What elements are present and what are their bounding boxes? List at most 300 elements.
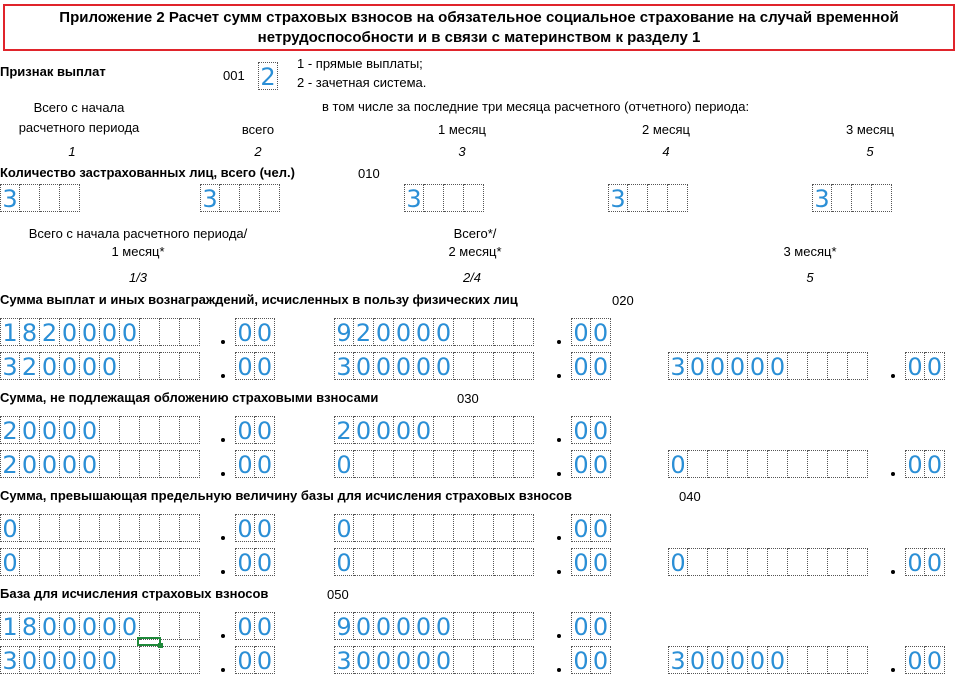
section-020-m1-kop-digit-cell[interactable]: 0 xyxy=(255,352,275,380)
section-030-m2-rub-digit-cell[interactable] xyxy=(414,450,434,478)
section-040-all-rub[interactable] xyxy=(334,514,534,542)
section-030-m3-rub-digit-cell[interactable] xyxy=(708,450,728,478)
section-020-m1-rub-digit-cell[interactable]: 0 xyxy=(100,352,120,380)
section-050-m1-kop-digit-cell[interactable]: 0 xyxy=(235,646,255,674)
section-020-m3-kop-digit-cell[interactable]: 0 xyxy=(905,352,925,380)
section-030-m1-rub-digit-cell[interactable] xyxy=(120,450,140,478)
section-050-m2-rub-digit-cell[interactable]: 0 xyxy=(394,646,414,674)
section-030-m1-rub-digit-cell[interactable] xyxy=(140,450,160,478)
section-050-m3-rub-digit-cell[interactable] xyxy=(788,646,808,674)
section-030-all-rub-digit-cell[interactable]: 0 xyxy=(394,416,414,444)
section-050-m3-rub[interactable] xyxy=(668,646,868,674)
insured-count-col5-digit-cell[interactable] xyxy=(852,184,872,212)
section-050-m1-rub[interactable] xyxy=(0,646,200,674)
section-030-m2-rub-digit-cell[interactable]: 0 xyxy=(334,450,354,478)
section-030-all-rub-digit-cell[interactable]: 0 xyxy=(414,416,434,444)
section-040-m2-rub-digit-cell[interactable] xyxy=(494,548,514,576)
section-030-total-rub-digit-cell[interactable]: 2 xyxy=(0,416,20,444)
insured-count-col1-digit-cell[interactable] xyxy=(60,184,80,212)
section-050-m3-rub-digit-cell[interactable]: 0 xyxy=(768,646,788,674)
section-030-all-rub-digit-cell[interactable] xyxy=(454,416,474,444)
section-030-all-rub-digit-cell[interactable] xyxy=(474,416,494,444)
section-020-m1-rub-digit-cell[interactable] xyxy=(160,352,180,380)
section-020-total-rub-digit-cell[interactable] xyxy=(140,318,160,346)
section-050-m1-rub-digit-cell[interactable]: 0 xyxy=(20,646,40,674)
section-040-m2-rub-digit-cell[interactable] xyxy=(454,548,474,576)
section-020-m1-kop-digit-cell[interactable]: 0 xyxy=(235,352,255,380)
section-030-all-rub-digit-cell[interactable]: 0 xyxy=(354,416,374,444)
section-030-total-rub-digit-cell[interactable] xyxy=(120,416,140,444)
section-050-all-rub-digit-cell[interactable]: 0 xyxy=(374,612,394,640)
section-030-m1-rub[interactable] xyxy=(0,450,200,478)
section-020-m2-rub-digit-cell[interactable]: 3 xyxy=(334,352,354,380)
section-020-all-rub-digit-cell[interactable] xyxy=(454,318,474,346)
section-040-all-rub-digit-cell[interactable]: 0 xyxy=(334,514,354,542)
section-030-m1-rub-digit-cell[interactable]: 2 xyxy=(0,450,20,478)
section-020-m1-rub-digit-cell[interactable]: 2 xyxy=(20,352,40,380)
insured-count-col1-digit-cell[interactable] xyxy=(20,184,40,212)
section-040-all-rub-digit-cell[interactable] xyxy=(434,514,454,542)
section-020-m3-rub-digit-cell[interactable] xyxy=(788,352,808,380)
section-040-m3-rub-digit-cell[interactable]: 0 xyxy=(668,548,688,576)
section-040-m3-rub-digit-cell[interactable] xyxy=(708,548,728,576)
insured-count-col4[interactable] xyxy=(608,184,688,212)
section-040-m2-rub-digit-cell[interactable] xyxy=(354,548,374,576)
section-020-m2-rub-digit-cell[interactable]: 0 xyxy=(374,352,394,380)
section-040-total-kop-digit-cell[interactable]: 0 xyxy=(255,514,275,542)
section-030-m3-rub-digit-cell[interactable] xyxy=(748,450,768,478)
section-020-m2-kop[interactable] xyxy=(571,352,611,380)
section-050-m2-rub-digit-cell[interactable] xyxy=(454,646,474,674)
section-030-m1-rub-digit-cell[interactable]: 0 xyxy=(60,450,80,478)
section-050-total-rub-digit-cell[interactable]: 1 xyxy=(0,612,20,640)
section-020-total-rub-digit-cell[interactable]: 0 xyxy=(100,318,120,346)
section-020-all-rub-digit-cell[interactable]: 0 xyxy=(414,318,434,346)
section-050-total-rub-digit-cell[interactable] xyxy=(140,612,160,640)
section-030-total-rub-digit-cell[interactable]: 0 xyxy=(60,416,80,444)
section-040-all-kop-digit-cell[interactable]: 0 xyxy=(591,514,611,542)
section-020-m1-rub-digit-cell[interactable] xyxy=(180,352,200,380)
insured-count-col1-digit-cell[interactable] xyxy=(40,184,60,212)
section-030-m2-rub-digit-cell[interactable] xyxy=(354,450,374,478)
section-030-m1-rub-digit-cell[interactable]: 0 xyxy=(20,450,40,478)
section-020-all-rub-digit-cell[interactable]: 2 xyxy=(354,318,374,346)
section-030-m3-rub-digit-cell[interactable] xyxy=(848,450,868,478)
section-020-all-rub-digit-cell[interactable]: 0 xyxy=(434,318,454,346)
section-020-m3-rub-digit-cell[interactable] xyxy=(828,352,848,380)
section-040-all-rub-digit-cell[interactable] xyxy=(374,514,394,542)
section-030-m2-rub-digit-cell[interactable] xyxy=(454,450,474,478)
section-040-m1-rub-digit-cell[interactable] xyxy=(100,548,120,576)
insured-count-col5[interactable] xyxy=(812,184,892,212)
section-040-all-rub-digit-cell[interactable] xyxy=(514,514,534,542)
section-020-all-rub-digit-cell[interactable]: 9 xyxy=(334,318,354,346)
section-040-total-rub-digit-cell[interactable] xyxy=(80,514,100,542)
section-020-m3-rub-digit-cell[interactable]: 0 xyxy=(748,352,768,380)
section-020-m3-kop-digit-cell[interactable]: 0 xyxy=(925,352,945,380)
section-050-m3-rub-digit-cell[interactable]: 3 xyxy=(668,646,688,674)
section-030-total-rub-digit-cell[interactable] xyxy=(140,416,160,444)
section-040-m2-rub-digit-cell[interactable] xyxy=(434,548,454,576)
section-040-all-rub-digit-cell[interactable] xyxy=(354,514,374,542)
section-020-total-rub-digit-cell[interactable]: 1 xyxy=(0,318,20,346)
section-020-m1-rub-digit-cell[interactable] xyxy=(120,352,140,380)
section-040-all-rub-digit-cell[interactable] xyxy=(494,514,514,542)
section-050-total-rub-digit-cell[interactable]: 0 xyxy=(60,612,80,640)
section-030-m2-rub-digit-cell[interactable] xyxy=(474,450,494,478)
section-030-all-kop-digit-cell[interactable]: 0 xyxy=(571,416,591,444)
section-020-total-kop-digit-cell[interactable]: 0 xyxy=(235,318,255,346)
section-020-total-kop[interactable] xyxy=(235,318,275,346)
section-050-m2-rub-digit-cell[interactable]: 0 xyxy=(374,646,394,674)
section-050-m3-rub-digit-cell[interactable]: 0 xyxy=(688,646,708,674)
section-040-m2-rub-digit-cell[interactable] xyxy=(514,548,534,576)
section-050-all-kop-digit-cell[interactable]: 0 xyxy=(571,612,591,640)
section-050-m2-rub-digit-cell[interactable]: 0 xyxy=(414,646,434,674)
section-030-all-kop-digit-cell[interactable]: 0 xyxy=(591,416,611,444)
section-020-all-rub-digit-cell[interactable] xyxy=(474,318,494,346)
section-040-m2-rub-digit-cell[interactable] xyxy=(374,548,394,576)
insured-count-col2-digit-cell[interactable]: 3 xyxy=(200,184,220,212)
section-020-m1-rub-digit-cell[interactable]: 0 xyxy=(60,352,80,380)
section-040-m3-rub-digit-cell[interactable] xyxy=(768,548,788,576)
section-040-m1-kop-digit-cell[interactable]: 0 xyxy=(255,548,275,576)
section-040-m2-kop-digit-cell[interactable]: 0 xyxy=(571,548,591,576)
section-050-total-kop[interactable] xyxy=(235,612,275,640)
section-020-all-kop-digit-cell[interactable]: 0 xyxy=(571,318,591,346)
section-050-all-rub-digit-cell[interactable] xyxy=(474,612,494,640)
section-050-all-rub-digit-cell[interactable]: 0 xyxy=(434,612,454,640)
section-030-m1-rub-digit-cell[interactable] xyxy=(180,450,200,478)
insured-count-col1[interactable] xyxy=(0,184,80,212)
section-030-m1-rub-digit-cell[interactable] xyxy=(100,450,120,478)
section-050-total-rub-digit-cell[interactable]: 0 xyxy=(80,612,100,640)
section-040-m3-rub-digit-cell[interactable] xyxy=(808,548,828,576)
section-030-total-rub-digit-cell[interactable] xyxy=(160,416,180,444)
section-050-total-rub-digit-cell[interactable]: 0 xyxy=(40,612,60,640)
section-050-m1-rub-digit-cell[interactable]: 0 xyxy=(60,646,80,674)
section-020-total-kop-digit-cell[interactable]: 0 xyxy=(255,318,275,346)
section-030-m3-rub-digit-cell[interactable] xyxy=(688,450,708,478)
section-040-m1-rub-digit-cell[interactable] xyxy=(60,548,80,576)
section-030-all-rub-digit-cell[interactable]: 2 xyxy=(334,416,354,444)
section-050-all-kop-digit-cell[interactable]: 0 xyxy=(591,612,611,640)
section-020-m1-rub[interactable] xyxy=(0,352,200,380)
section-050-m3-kop[interactable] xyxy=(905,646,945,674)
section-040-all-rub-digit-cell[interactable] xyxy=(474,514,494,542)
section-050-m3-kop-digit-cell[interactable]: 0 xyxy=(925,646,945,674)
section-050-m2-rub-digit-cell[interactable] xyxy=(494,646,514,674)
section-040-total-rub-digit-cell[interactable] xyxy=(180,514,200,542)
section-020-m1-rub-digit-cell[interactable] xyxy=(140,352,160,380)
section-040-m2-rub[interactable] xyxy=(334,548,534,576)
section-050-m2-rub-digit-cell[interactable]: 0 xyxy=(434,646,454,674)
section-020-m3-rub-digit-cell[interactable]: 0 xyxy=(688,352,708,380)
section-020-m1-rub-digit-cell[interactable]: 0 xyxy=(80,352,100,380)
section-040-total-rub-digit-cell[interactable] xyxy=(140,514,160,542)
section-020-m3-kop[interactable] xyxy=(905,352,945,380)
section-020-m3-rub[interactable] xyxy=(668,352,868,380)
section-050-all-rub[interactable] xyxy=(334,612,534,640)
section-050-all-rub-digit-cell[interactable] xyxy=(494,612,514,640)
section-040-m3-kop[interactable] xyxy=(905,548,945,576)
section-030-m1-rub-digit-cell[interactable]: 0 xyxy=(80,450,100,478)
section-030-total-rub-digit-cell[interactable] xyxy=(100,416,120,444)
section-040-all-kop[interactable] xyxy=(571,514,611,542)
section-020-total-rub-digit-cell[interactable]: 0 xyxy=(60,318,80,346)
section-040-total-rub-digit-cell[interactable]: 0 xyxy=(0,514,20,542)
section-030-m1-kop[interactable] xyxy=(235,450,275,478)
section-030-m3-kop[interactable] xyxy=(905,450,945,478)
sign-value-cell[interactable]: 2 xyxy=(258,62,278,90)
section-040-m2-rub-digit-cell[interactable] xyxy=(414,548,434,576)
insured-count-col3-digit-cell[interactable]: 3 xyxy=(404,184,424,212)
section-040-m2-kop[interactable] xyxy=(571,548,611,576)
section-030-m1-rub-digit-cell[interactable] xyxy=(160,450,180,478)
section-040-m2-rub-digit-cell[interactable] xyxy=(394,548,414,576)
section-030-total-rub-digit-cell[interactable]: 0 xyxy=(80,416,100,444)
insured-count-col2-digit-cell[interactable] xyxy=(240,184,260,212)
section-040-m3-rub-digit-cell[interactable] xyxy=(788,548,808,576)
section-050-m3-kop-digit-cell[interactable]: 0 xyxy=(905,646,925,674)
insured-count-col3-digit-cell[interactable] xyxy=(424,184,444,212)
insured-count-col2[interactable] xyxy=(200,184,280,212)
section-050-total-rub[interactable] xyxy=(0,612,200,640)
insured-count-col3-digit-cell[interactable] xyxy=(464,184,484,212)
section-050-all-rub-digit-cell[interactable] xyxy=(454,612,474,640)
section-040-total-rub-digit-cell[interactable] xyxy=(20,514,40,542)
section-020-all-kop-digit-cell[interactable]: 0 xyxy=(591,318,611,346)
section-030-total-kop-digit-cell[interactable]: 0 xyxy=(235,416,255,444)
section-050-total-rub-digit-cell[interactable] xyxy=(180,612,200,640)
section-040-m1-rub-digit-cell[interactable] xyxy=(40,548,60,576)
section-020-total-rub[interactable] xyxy=(0,318,200,346)
section-020-total-rub-digit-cell[interactable]: 2 xyxy=(40,318,60,346)
section-040-m2-rub-digit-cell[interactable]: 0 xyxy=(334,548,354,576)
section-040-all-kop-digit-cell[interactable]: 0 xyxy=(571,514,591,542)
insured-count-col4-digit-cell[interactable]: 3 xyxy=(608,184,628,212)
section-050-m1-rub-digit-cell[interactable]: 0 xyxy=(80,646,100,674)
section-020-all-rub-digit-cell[interactable]: 0 xyxy=(394,318,414,346)
section-030-total-kop[interactable] xyxy=(235,416,275,444)
section-050-m1-rub-digit-cell[interactable]: 0 xyxy=(40,646,60,674)
section-020-total-rub-digit-cell[interactable]: 0 xyxy=(80,318,100,346)
section-020-m2-kop-digit-cell[interactable]: 0 xyxy=(591,352,611,380)
section-040-m3-rub-digit-cell[interactable] xyxy=(748,548,768,576)
section-050-m2-kop[interactable] xyxy=(571,646,611,674)
sign-field[interactable] xyxy=(258,62,278,90)
section-040-m1-kop-digit-cell[interactable]: 0 xyxy=(235,548,255,576)
insured-count-col5-digit-cell[interactable]: 3 xyxy=(812,184,832,212)
section-030-all-rub-digit-cell[interactable] xyxy=(514,416,534,444)
section-030-total-rub-digit-cell[interactable]: 0 xyxy=(40,416,60,444)
section-030-m2-rub-digit-cell[interactable] xyxy=(434,450,454,478)
section-020-m3-rub-digit-cell[interactable]: 0 xyxy=(768,352,788,380)
section-050-m3-rub-digit-cell[interactable] xyxy=(848,646,868,674)
section-020-all-rub-digit-cell[interactable] xyxy=(514,318,534,346)
section-030-total-rub-digit-cell[interactable] xyxy=(180,416,200,444)
section-050-all-rub-digit-cell[interactable]: 9 xyxy=(334,612,354,640)
section-040-m3-rub-digit-cell[interactable] xyxy=(728,548,748,576)
section-030-m3-rub-digit-cell[interactable] xyxy=(828,450,848,478)
insured-count-col2-digit-cell[interactable] xyxy=(260,184,280,212)
section-030-m3-rub-digit-cell[interactable] xyxy=(768,450,788,478)
section-040-total-rub[interactable] xyxy=(0,514,200,542)
section-050-all-rub-digit-cell[interactable] xyxy=(514,612,534,640)
section-040-m1-rub-digit-cell[interactable] xyxy=(20,548,40,576)
section-040-total-rub-digit-cell[interactable] xyxy=(160,514,180,542)
section-030-total-kop-digit-cell[interactable]: 0 xyxy=(255,416,275,444)
section-030-m2-kop-digit-cell[interactable]: 0 xyxy=(591,450,611,478)
section-050-m3-rub-digit-cell[interactable]: 0 xyxy=(708,646,728,674)
section-030-m2-rub[interactable] xyxy=(334,450,534,478)
section-050-m3-rub-digit-cell[interactable]: 0 xyxy=(748,646,768,674)
section-040-m1-rub[interactable] xyxy=(0,548,200,576)
insured-count-col4-digit-cell[interactable] xyxy=(648,184,668,212)
section-050-all-kop[interactable] xyxy=(571,612,611,640)
section-040-m3-kop-digit-cell[interactable]: 0 xyxy=(905,548,925,576)
section-030-m2-kop[interactable] xyxy=(571,450,611,478)
section-030-m3-rub-digit-cell[interactable] xyxy=(808,450,828,478)
section-050-m2-kop-digit-cell[interactable]: 0 xyxy=(571,646,591,674)
section-020-m3-rub-digit-cell[interactable]: 3 xyxy=(668,352,688,380)
section-040-m3-rub-digit-cell[interactable] xyxy=(848,548,868,576)
section-040-m1-rub-digit-cell[interactable]: 0 xyxy=(0,548,20,576)
section-020-m2-rub-digit-cell[interactable]: 0 xyxy=(414,352,434,380)
section-050-total-rub-digit-cell[interactable]: 8 xyxy=(20,612,40,640)
section-040-all-rub-digit-cell[interactable] xyxy=(394,514,414,542)
section-040-total-rub-digit-cell[interactable] xyxy=(60,514,80,542)
section-050-m2-rub-digit-cell[interactable]: 3 xyxy=(334,646,354,674)
section-030-total-rub[interactable] xyxy=(0,416,200,444)
section-030-m2-rub-digit-cell[interactable] xyxy=(394,450,414,478)
section-020-all-rub[interactable] xyxy=(334,318,534,346)
section-050-m2-rub-digit-cell[interactable]: 0 xyxy=(354,646,374,674)
section-020-total-rub-digit-cell[interactable] xyxy=(180,318,200,346)
section-050-total-rub-digit-cell[interactable] xyxy=(160,612,180,640)
insured-count-col3-digit-cell[interactable] xyxy=(444,184,464,212)
section-040-m2-rub-digit-cell[interactable] xyxy=(474,548,494,576)
section-030-all-rub[interactable] xyxy=(334,416,534,444)
section-050-m2-kop-digit-cell[interactable]: 0 xyxy=(591,646,611,674)
insured-count-col5-digit-cell[interactable] xyxy=(872,184,892,212)
section-050-m2-rub-digit-cell[interactable] xyxy=(474,646,494,674)
section-030-m1-rub-digit-cell[interactable]: 0 xyxy=(40,450,60,478)
section-050-m1-rub-digit-cell[interactable]: 0 xyxy=(100,646,120,674)
section-030-m3-rub-digit-cell[interactable]: 0 xyxy=(668,450,688,478)
section-040-m1-rub-digit-cell[interactable] xyxy=(140,548,160,576)
section-040-total-kop[interactable] xyxy=(235,514,275,542)
section-040-m3-rub[interactable] xyxy=(668,548,868,576)
section-030-all-rub-digit-cell[interactable] xyxy=(434,416,454,444)
section-040-total-rub-digit-cell[interactable] xyxy=(120,514,140,542)
section-030-m3-rub-digit-cell[interactable] xyxy=(788,450,808,478)
section-050-m1-rub-digit-cell[interactable] xyxy=(140,646,160,674)
section-020-m3-rub-digit-cell[interactable]: 0 xyxy=(708,352,728,380)
section-040-m1-kop[interactable] xyxy=(235,548,275,576)
section-050-m1-kop-digit-cell[interactable]: 0 xyxy=(255,646,275,674)
section-040-total-rub-digit-cell[interactable] xyxy=(40,514,60,542)
section-020-m3-rub-digit-cell[interactable] xyxy=(808,352,828,380)
section-050-total-rub-digit-cell[interactable]: 0 xyxy=(100,612,120,640)
section-050-m1-rub-digit-cell[interactable] xyxy=(160,646,180,674)
section-020-m3-rub-digit-cell[interactable]: 0 xyxy=(728,352,748,380)
section-050-m3-rub-digit-cell[interactable]: 0 xyxy=(728,646,748,674)
section-040-m3-rub-digit-cell[interactable] xyxy=(688,548,708,576)
section-050-m2-rub-digit-cell[interactable] xyxy=(514,646,534,674)
section-030-m3-rub[interactable] xyxy=(668,450,868,478)
section-030-all-rub-digit-cell[interactable] xyxy=(494,416,514,444)
section-020-all-rub-digit-cell[interactable]: 0 xyxy=(374,318,394,346)
insured-count-col4-digit-cell[interactable] xyxy=(628,184,648,212)
section-050-m3-rub-digit-cell[interactable] xyxy=(828,646,848,674)
section-020-all-kop[interactable] xyxy=(571,318,611,346)
insured-count-col3[interactable] xyxy=(404,184,484,212)
section-020-total-rub-digit-cell[interactable]: 8 xyxy=(20,318,40,346)
section-020-m2-rub[interactable] xyxy=(334,352,534,380)
section-050-all-rub-digit-cell[interactable]: 0 xyxy=(394,612,414,640)
section-030-m2-kop-digit-cell[interactable]: 0 xyxy=(571,450,591,478)
section-050-all-rub-digit-cell[interactable]: 0 xyxy=(354,612,374,640)
section-020-m2-rub-digit-cell[interactable] xyxy=(474,352,494,380)
section-030-m1-kop-digit-cell[interactable]: 0 xyxy=(255,450,275,478)
section-030-m3-rub-digit-cell[interactable] xyxy=(728,450,748,478)
insured-count-col4-digit-cell[interactable] xyxy=(668,184,688,212)
section-030-m2-rub-digit-cell[interactable] xyxy=(514,450,534,478)
section-030-m1-kop-digit-cell[interactable]: 0 xyxy=(235,450,255,478)
section-030-m3-kop-digit-cell[interactable]: 0 xyxy=(925,450,945,478)
section-050-total-kop-digit-cell[interactable]: 0 xyxy=(255,612,275,640)
section-020-m2-rub-digit-cell[interactable] xyxy=(514,352,534,380)
section-020-m2-rub-digit-cell[interactable] xyxy=(454,352,474,380)
insured-count-col1-digit-cell[interactable]: 3 xyxy=(0,184,20,212)
insured-count-col5-digit-cell[interactable] xyxy=(832,184,852,212)
section-040-m3-rub-digit-cell[interactable] xyxy=(828,548,848,576)
section-030-m3-kop-digit-cell[interactable]: 0 xyxy=(905,450,925,478)
section-040-m1-rub-digit-cell[interactable] xyxy=(80,548,100,576)
section-020-m2-kop-digit-cell[interactable]: 0 xyxy=(571,352,591,380)
section-040-all-rub-digit-cell[interactable] xyxy=(454,514,474,542)
section-020-m1-rub-digit-cell[interactable]: 3 xyxy=(0,352,20,380)
section-020-all-rub-digit-cell[interactable] xyxy=(494,318,514,346)
section-040-m3-kop-digit-cell[interactable]: 0 xyxy=(925,548,945,576)
section-020-m2-rub-digit-cell[interactable]: 0 xyxy=(394,352,414,380)
section-050-m1-rub-digit-cell[interactable] xyxy=(120,646,140,674)
section-040-m1-rub-digit-cell[interactable] xyxy=(160,548,180,576)
section-040-m2-kop-digit-cell[interactable]: 0 xyxy=(591,548,611,576)
section-040-m1-rub-digit-cell[interactable] xyxy=(120,548,140,576)
section-020-m2-rub-digit-cell[interactable]: 0 xyxy=(434,352,454,380)
insured-count-col2-digit-cell[interactable] xyxy=(220,184,240,212)
section-050-m2-rub[interactable] xyxy=(334,646,534,674)
section-020-total-rub-digit-cell[interactable]: 0 xyxy=(120,318,140,346)
section-050-m3-rub-digit-cell[interactable] xyxy=(808,646,828,674)
section-020-m3-rub-digit-cell[interactable] xyxy=(848,352,868,380)
section-030-all-rub-digit-cell[interactable]: 0 xyxy=(374,416,394,444)
section-020-m1-kop[interactable] xyxy=(235,352,275,380)
section-020-m1-rub-digit-cell[interactable]: 0 xyxy=(40,352,60,380)
section-050-total-rub-digit-cell[interactable]: 0 xyxy=(120,612,140,640)
section-020-total-rub-digit-cell[interactable] xyxy=(160,318,180,346)
section-040-total-kop-digit-cell[interactable]: 0 xyxy=(235,514,255,542)
section-030-total-rub-digit-cell[interactable]: 0 xyxy=(20,416,40,444)
section-030-m2-rub-digit-cell[interactable] xyxy=(374,450,394,478)
section-040-m1-rub-digit-cell[interactable] xyxy=(180,548,200,576)
section-050-total-kop-digit-cell[interactable]: 0 xyxy=(235,612,255,640)
section-050-m1-rub-digit-cell[interactable] xyxy=(180,646,200,674)
section-020-m2-rub-digit-cell[interactable]: 0 xyxy=(354,352,374,380)
section-030-m2-rub-digit-cell[interactable] xyxy=(494,450,514,478)
